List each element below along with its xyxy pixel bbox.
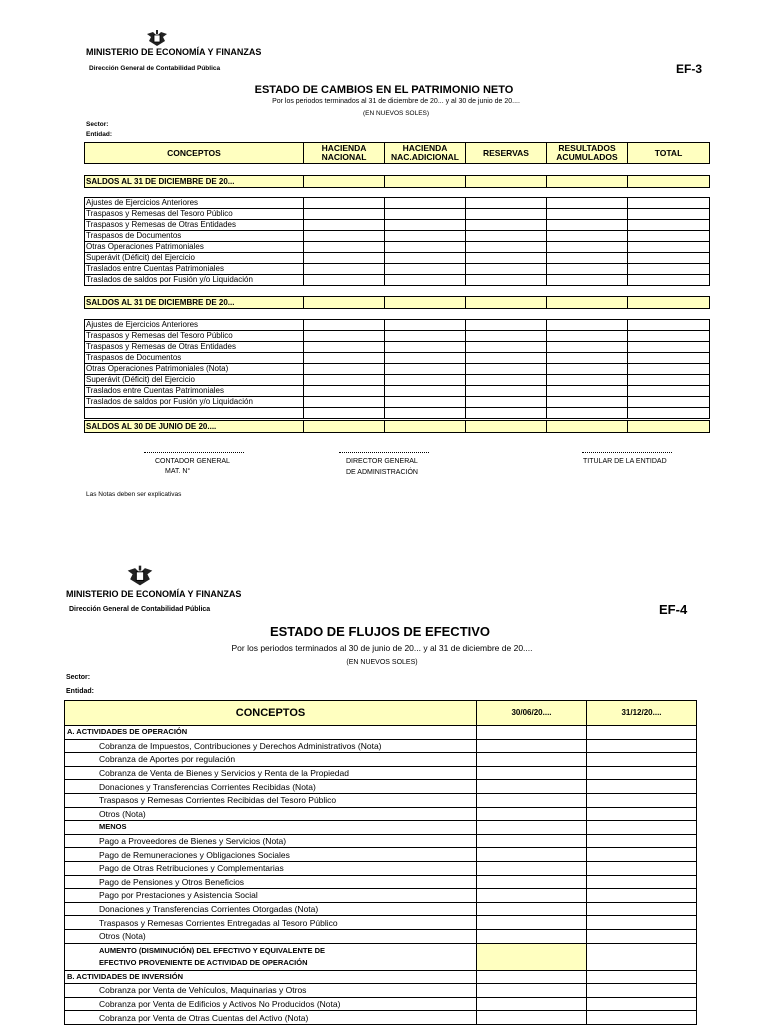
ef4-currency: (EN NUEVOS SOLES) xyxy=(346,659,418,666)
table-row xyxy=(65,916,697,930)
row-label: Donaciones y Transferencias Corrientes Otorgadas (Nota) xyxy=(65,902,477,916)
empty-cell xyxy=(477,970,587,984)
ef4-entidad-label: Entidad: xyxy=(66,688,94,695)
empty-cell xyxy=(587,807,697,821)
row-label: Otras Operaciones Patrimoniales xyxy=(85,242,304,253)
empty-cell xyxy=(477,834,587,848)
empty-cell xyxy=(85,408,304,419)
empty-cell xyxy=(587,793,697,807)
table-row xyxy=(85,353,710,364)
sig-contador: CONTADOR GENERAL xyxy=(155,458,230,465)
empty-cell xyxy=(385,408,466,419)
empty-cell xyxy=(587,753,697,767)
empty-cell xyxy=(466,275,547,286)
ef3-col-conceptos: CONCEPTOS xyxy=(85,143,304,164)
ef3-col-hacienda-nacional: HACIENDA NACIONAL xyxy=(304,143,385,164)
sig-mat: MAT. N° xyxy=(165,468,191,475)
ef3-saldo-3 xyxy=(84,420,710,433)
empty-cell xyxy=(477,929,587,943)
empty-cell xyxy=(466,342,547,353)
empty-cell xyxy=(466,209,547,220)
empty-cell xyxy=(587,916,697,930)
ef3-currency: (EN NUEVOS SOLES) xyxy=(362,110,430,117)
empty-cell xyxy=(547,231,628,242)
empty-cell xyxy=(304,353,385,364)
table-row xyxy=(65,821,697,835)
table-row xyxy=(65,889,697,903)
empty-cell xyxy=(477,902,587,916)
row-label: Superávit (Déficit) del Ejercicio xyxy=(85,375,304,386)
saldo-label: SALDOS AL 31 DE DICIEMBRE DE 20... xyxy=(85,176,304,188)
coat-of-arms-icon xyxy=(124,563,156,588)
ef4-col-31-12: 31/12/20.... xyxy=(587,701,697,726)
empty-cell xyxy=(547,421,628,433)
signature-line xyxy=(144,452,244,453)
row-label: Pago de Otras Retribuciones y Complementarias xyxy=(65,861,477,875)
ef4-col-30-06: 30/06/20.... xyxy=(477,701,587,726)
table-row xyxy=(65,753,697,767)
ef4-title: ESTADO DE FLUJOS DE EFECTIVO xyxy=(269,624,491,639)
saldo-label: SALDOS AL 30 DE JUNIO DE 20.... xyxy=(85,421,304,433)
row-label: Traspasos y Remesas Corrientes Recibidas del Tesoro Público xyxy=(65,793,477,807)
empty-cell xyxy=(477,753,587,767)
empty-cell xyxy=(385,297,466,309)
empty-cell xyxy=(477,780,587,794)
row-label: Traspasos y Remesas Corrientes Entregadas al Tesoro Público xyxy=(65,916,477,930)
empty-cell xyxy=(547,198,628,209)
row-label: Traspasos y Remesas del Tesoro Público xyxy=(85,209,304,220)
sig-director: DIRECTOR GENERAL xyxy=(346,458,418,465)
empty-cell xyxy=(466,353,547,364)
empty-cell xyxy=(304,364,385,375)
empty-cell xyxy=(628,421,710,433)
ef3-ministry: MINISTERIO DE ECONOMÍA Y FINANZAS xyxy=(86,47,262,57)
empty-cell xyxy=(466,320,547,331)
empty-cell xyxy=(587,943,697,970)
empty-cell xyxy=(628,220,710,231)
row-label: Traslados de saldos por Fusión y/o Liquidación xyxy=(85,397,304,408)
empty-cell xyxy=(477,997,587,1011)
table-row xyxy=(65,807,697,821)
empty-cell xyxy=(477,726,587,740)
row-label: Ajustes de Ejercicios Anteriores xyxy=(85,198,304,209)
empty-cell xyxy=(385,264,466,275)
ef3-note: Las Notas deben ser explicativas xyxy=(86,491,182,498)
empty-cell xyxy=(466,408,547,419)
empty-cell xyxy=(385,421,466,433)
empty-cell xyxy=(304,253,385,264)
empty-cell xyxy=(587,1011,697,1025)
ef3-block-2 xyxy=(84,319,710,419)
section-b-label: B. ACTIVIDADES DE INVERSIÓN xyxy=(65,970,477,984)
empty-cell xyxy=(628,264,710,275)
table-row xyxy=(65,848,697,862)
table-row xyxy=(65,997,697,1011)
empty-cell xyxy=(466,220,547,231)
row-label: Cobranza por Venta de Vehículos, Maquinarias y Otros xyxy=(65,984,477,998)
empty-cell xyxy=(466,231,547,242)
empty-cell xyxy=(547,364,628,375)
empty-cell xyxy=(587,821,697,835)
row-label: Traspasos y Remesas de Otras Entidades xyxy=(85,220,304,231)
empty-cell xyxy=(547,297,628,309)
empty-cell xyxy=(628,364,710,375)
empty-cell xyxy=(385,275,466,286)
section-row xyxy=(65,726,697,740)
signature-line xyxy=(582,452,672,453)
empty-cell xyxy=(466,375,547,386)
table-row xyxy=(85,331,710,342)
empty-cell xyxy=(628,209,710,220)
empty-cell xyxy=(547,386,628,397)
empty-cell xyxy=(547,353,628,364)
empty-cell xyxy=(628,242,710,253)
ef4-col-conceptos: CONCEPTOS xyxy=(65,701,477,726)
ef3-col-hacienda-adicional: HACIENDA NAC.ADICIONAL xyxy=(385,143,466,164)
sig-administracion: DE ADMINISTRACIÓN xyxy=(346,469,418,476)
empty-cell xyxy=(385,386,466,397)
table-row xyxy=(85,408,710,419)
table-row xyxy=(85,264,710,275)
empty-cell xyxy=(385,231,466,242)
empty-cell xyxy=(304,331,385,342)
empty-cell xyxy=(477,739,587,753)
empty-cell xyxy=(466,397,547,408)
ef4-header-row xyxy=(65,701,697,726)
row-label: Donaciones y Transferencias Corrientes Recibidas (Nota) xyxy=(65,780,477,794)
empty-cell xyxy=(547,209,628,220)
empty-cell xyxy=(304,242,385,253)
ef3-saldo-2 xyxy=(84,296,710,309)
empty-cell xyxy=(385,198,466,209)
table-row xyxy=(85,375,710,386)
empty-cell xyxy=(628,342,710,353)
empty-cell xyxy=(304,397,385,408)
empty-cell xyxy=(304,275,385,286)
empty-cell xyxy=(547,331,628,342)
empty-cell xyxy=(385,342,466,353)
row-label: Otros (Nota) xyxy=(65,929,477,943)
ef3-col-reservas: RESERVAS xyxy=(466,143,547,164)
table-row xyxy=(65,861,697,875)
empty-cell xyxy=(547,320,628,331)
empty-cell xyxy=(466,386,547,397)
section-a-label: A. ACTIVIDADES DE OPERACIÓN xyxy=(65,726,477,740)
empty-cell xyxy=(587,997,697,1011)
empty-cell xyxy=(477,916,587,930)
saldo-label: SALDOS AL 31 DE DICIEMBRE DE 20... xyxy=(85,297,304,309)
empty-cell xyxy=(304,375,385,386)
ef3-entidad-label: Entidad: xyxy=(86,131,112,138)
empty-cell xyxy=(304,297,385,309)
ef4-ministry: MINISTERIO DE ECONOMÍA Y FINANZAS xyxy=(66,589,242,599)
empty-cell xyxy=(587,848,697,862)
empty-cell xyxy=(477,984,587,998)
empty-cell xyxy=(385,375,466,386)
empty-cell xyxy=(385,331,466,342)
row-label: Pago de Pensiones y Otros Beneficios xyxy=(65,875,477,889)
ef3-header-table xyxy=(84,142,710,164)
empty-cell xyxy=(547,375,628,386)
table-row xyxy=(65,793,697,807)
menos-label: MENOS xyxy=(65,821,477,835)
empty-cell xyxy=(304,198,385,209)
empty-cell xyxy=(477,821,587,835)
table-row xyxy=(65,875,697,889)
empty-cell xyxy=(466,331,547,342)
empty-cell xyxy=(466,364,547,375)
ef3-directorate: Dirección General de Contabilidad Pública xyxy=(89,65,221,72)
subtotal-row xyxy=(65,943,697,970)
empty-cell xyxy=(587,726,697,740)
table-row xyxy=(85,198,710,209)
empty-cell xyxy=(547,264,628,275)
empty-cell xyxy=(304,231,385,242)
empty-cell xyxy=(628,386,710,397)
table-row xyxy=(65,984,697,998)
empty-cell xyxy=(477,1011,587,1025)
empty-cell xyxy=(587,861,697,875)
table-row xyxy=(85,275,710,286)
table-row xyxy=(85,253,710,264)
empty-cell xyxy=(304,264,385,275)
empty-cell xyxy=(547,220,628,231)
empty-cell xyxy=(304,320,385,331)
empty-cell xyxy=(304,408,385,419)
row-label: Traspasos y Remesas del Tesoro Público xyxy=(85,331,304,342)
empty-cell xyxy=(628,297,710,309)
empty-cell xyxy=(304,421,385,433)
empty-cell xyxy=(628,231,710,242)
empty-cell xyxy=(477,861,587,875)
table-row xyxy=(65,834,697,848)
empty-cell xyxy=(547,408,628,419)
row-label: Traspasos de Documentos xyxy=(85,353,304,364)
ef3-header-row xyxy=(85,143,710,164)
ef4-code: EF-4 xyxy=(659,602,688,617)
empty-cell xyxy=(628,375,710,386)
table-row xyxy=(85,342,710,353)
coat-of-arms-icon xyxy=(144,28,170,48)
row-label: Superávit (Déficit) del Ejercicio xyxy=(85,253,304,264)
row-label: Pago de Remuneraciones y Obligaciones Sociales xyxy=(65,848,477,862)
section-row xyxy=(65,970,697,984)
row-label: Traslados entre Cuentas Patrimoniales xyxy=(85,386,304,397)
empty-cell xyxy=(304,386,385,397)
ef3-col-total: TOTAL xyxy=(628,143,710,164)
empty-cell xyxy=(477,943,587,970)
ef3-title: ESTADO DE CAMBIOS EN EL PATRIMONIO NETO xyxy=(254,84,514,96)
table-row xyxy=(65,902,697,916)
empty-cell xyxy=(628,397,710,408)
empty-cell xyxy=(477,766,587,780)
empty-cell xyxy=(547,342,628,353)
empty-cell xyxy=(477,807,587,821)
empty-cell xyxy=(587,739,697,753)
ef4-table xyxy=(64,700,697,1025)
empty-cell xyxy=(587,970,697,984)
row-label: Traslados entre Cuentas Patrimoniales xyxy=(85,264,304,275)
empty-cell xyxy=(385,253,466,264)
ef3-saldo-1 xyxy=(84,175,710,188)
empty-cell xyxy=(466,253,547,264)
sig-titular: TITULAR DE LA ENTIDAD xyxy=(583,458,667,465)
row-label: Otros (Nota) xyxy=(65,807,477,821)
table-row xyxy=(65,929,697,943)
ef4-directorate: Dirección General de Contabilidad Pública xyxy=(69,606,211,613)
aumento-line-1: AUMENTO (DISMINUCIÓN) DEL EFECTIVO Y EQUIVALENTE DE xyxy=(99,945,325,955)
empty-cell xyxy=(587,766,697,780)
table-row xyxy=(85,231,710,242)
empty-cell xyxy=(466,264,547,275)
signature-line xyxy=(339,452,429,453)
row-label: Otras Operaciones Patrimoniales (Nota) xyxy=(85,364,304,375)
table-row xyxy=(85,364,710,375)
table-row xyxy=(85,397,710,408)
table-row xyxy=(65,780,697,794)
empty-cell xyxy=(628,353,710,364)
empty-cell xyxy=(587,889,697,903)
row-label: Traspasos y Remesas de Otras Entidades xyxy=(85,342,304,353)
empty-cell xyxy=(547,397,628,408)
empty-cell xyxy=(628,320,710,331)
empty-cell xyxy=(385,320,466,331)
ef4-subtitle: Por los periodos terminados al 30 de junio de 20... y al 31 de diciembre de 20.... xyxy=(231,643,533,653)
row-label: Cobranza de Venta de Bienes y Servicios y Renta de la Propiedad xyxy=(65,766,477,780)
empty-cell xyxy=(628,253,710,264)
table-row xyxy=(65,1011,697,1025)
empty-cell xyxy=(477,875,587,889)
empty-cell xyxy=(547,253,628,264)
empty-cell xyxy=(587,984,697,998)
aumento-line-2: EFECTIVO PROVENIENTE DE ACTIVIDAD DE OPERACIÓN xyxy=(99,957,308,967)
empty-cell xyxy=(385,364,466,375)
empty-cell xyxy=(304,220,385,231)
table-row xyxy=(85,386,710,397)
row-label: Cobranza por Venta de Edificios y Activos No Producidos (Nota) xyxy=(65,997,477,1011)
empty-cell xyxy=(477,793,587,807)
empty-cell xyxy=(385,397,466,408)
empty-cell xyxy=(385,220,466,231)
table-row xyxy=(85,242,710,253)
empty-cell xyxy=(628,331,710,342)
ef3-col-resultados: RESULTADOS ACUMULADOS xyxy=(547,143,628,164)
row-label: Cobranza de Aportes por regulación xyxy=(65,753,477,767)
empty-cell xyxy=(547,242,628,253)
row-label: Ajustes de Ejercicios Anteriores xyxy=(85,320,304,331)
empty-cell xyxy=(385,209,466,220)
table-row xyxy=(85,209,710,220)
empty-cell xyxy=(466,421,547,433)
table-row xyxy=(65,766,697,780)
empty-cell xyxy=(304,209,385,220)
empty-cell xyxy=(587,929,697,943)
empty-cell xyxy=(587,780,697,794)
empty-cell xyxy=(587,902,697,916)
empty-cell xyxy=(628,408,710,419)
empty-cell xyxy=(547,275,628,286)
ef3-subtitle: Por los periodos terminados al 31 de diciembre de 20... y al 30 de junio de 20.... xyxy=(272,98,520,105)
empty-cell xyxy=(466,198,547,209)
ef4-sector-label: Sector: xyxy=(66,674,91,681)
empty-cell xyxy=(385,353,466,364)
empty-cell xyxy=(466,297,547,309)
row-label: Traslados de saldos por Fusión y/o Liquidación xyxy=(85,275,304,286)
ef3-sector-label: Sector: xyxy=(86,121,109,128)
empty-cell xyxy=(477,889,587,903)
ef3-code: EF-3 xyxy=(676,62,703,76)
empty-cell xyxy=(628,275,710,286)
table-row xyxy=(85,320,710,331)
empty-cell xyxy=(628,198,710,209)
row-label: Pago a Proveedores de Bienes y Servicios (Nota) xyxy=(65,834,477,848)
table-row xyxy=(65,739,697,753)
empty-cell xyxy=(385,242,466,253)
empty-cell xyxy=(587,875,697,889)
table-row xyxy=(85,220,710,231)
empty-cell xyxy=(304,342,385,353)
row-label: Cobranza de Impuestos, Contribuciones y Derechos Administrativos (Nota) xyxy=(65,739,477,753)
row-label: Cobranza por Venta de Otras Cuentas del Activo (Nota) xyxy=(65,1011,477,1025)
ef3-block-1 xyxy=(84,197,710,286)
empty-cell xyxy=(477,848,587,862)
empty-cell xyxy=(587,834,697,848)
row-label: Pago por Prestaciones y Asistencia Social xyxy=(65,889,477,903)
row-label: Traspasos de Documentos xyxy=(85,231,304,242)
empty-cell xyxy=(466,242,547,253)
